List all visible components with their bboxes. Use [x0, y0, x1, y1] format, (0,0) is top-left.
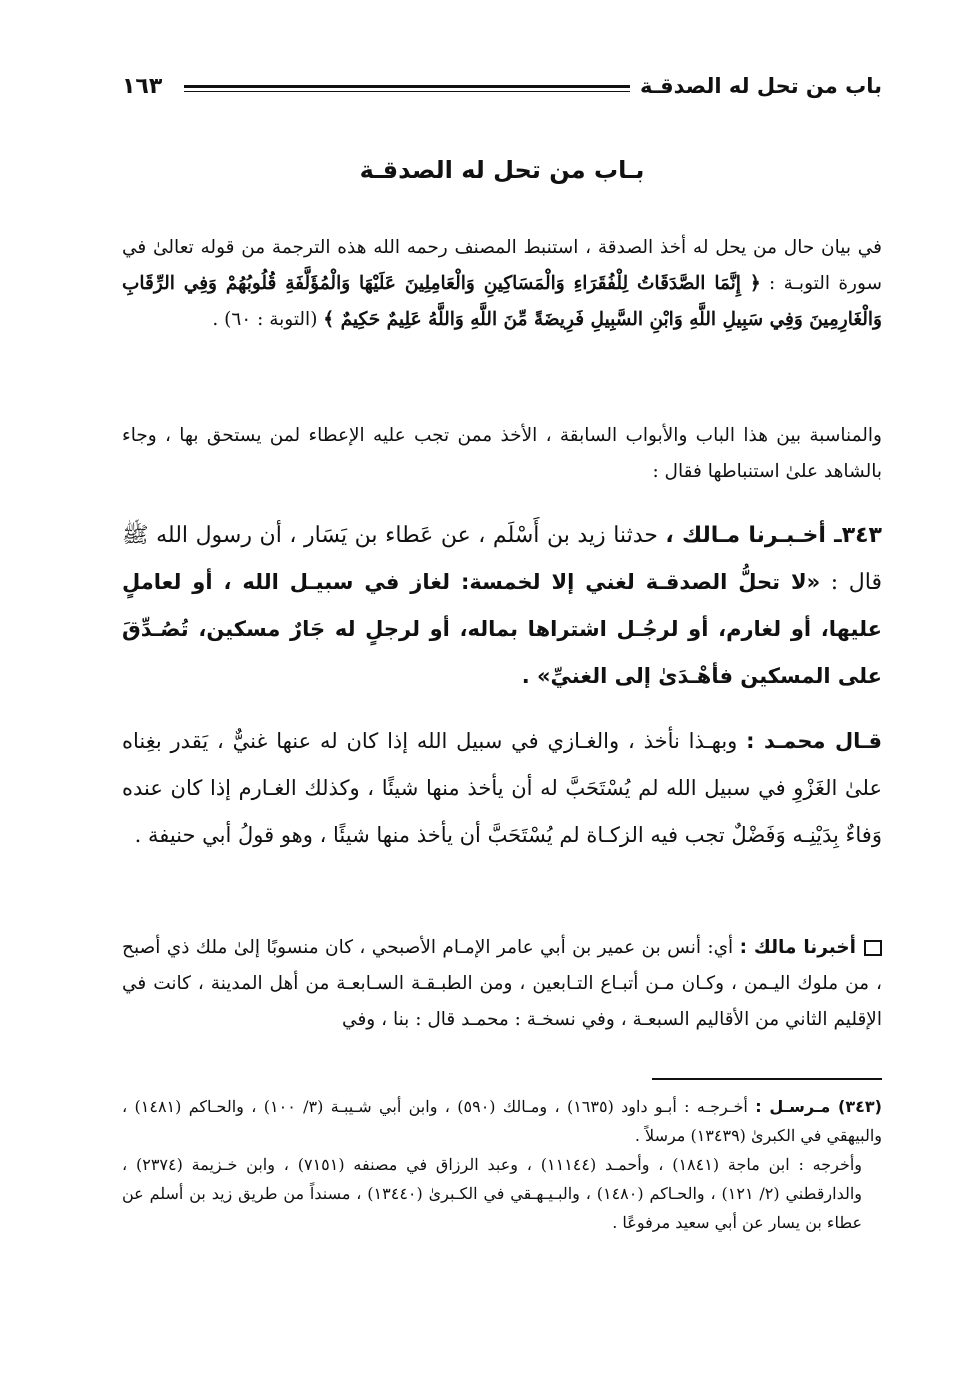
verse-reference: (التوبة : ٦٠) .: [212, 309, 324, 330]
hadith-matn: «لا تحلُّ الصدقـة لغني إلا لخمسة: لغاز في سبيـل الله ، أو لعاملٍ عليها، أو لغارم، أو لرجُـل اشتراها بماله، أو لرجلٍ له جَارٌ مسكين، تُصُـدِّقَ على المسكين فأهْـدَىٰ إلى الغنيِّ» .: [122, 570, 882, 688]
chapter-title: بـاب من تحل له الصدقـة: [359, 156, 645, 184]
intro-paragraph: [122, 230, 882, 338]
square-marker-icon: [864, 940, 882, 956]
hadith-number-narrator: ٣٤٣ـ أخـبـرنا مـالك ،: [665, 523, 882, 548]
author-comment-paragraph: [122, 718, 882, 859]
footnote-item: [122, 1150, 882, 1237]
page-header: [122, 70, 882, 110]
hadith-isnad: حدثنا زيد بن أَسْلَم ، عن عَطاء بن يَسَار ، أن رسول الله ﷺ قال :: [122, 523, 883, 595]
footnote-separator: [652, 1078, 882, 1080]
footnote-text: أخـرجـه : أبـو داود (١٦٣٥) ، ومـالك (٥٩٠) ، وابن أبي شـيبـة (٣/ ١٠٠) ، والحـاكم (١٤٨١) ، والبيهقي في الكبرىٰ (١٣٤٣٩) مرسلاً .: [122, 1097, 882, 1145]
comment-text: وبهـذا نأخذ ، والغـازي في سبيل الله إذا كان له عنها غنيٌّ ، يَقدر بغِناه علىٰ الغَزْوِ في سبيل الله لم يُسْتَحَبَّ له أن يأخذ منها شيئًا ، وكذلك الغـارم إذا كان عنده وَفاءٌ بِدَيْنِـه وَفَضْلٌ تجب فيه الزكـاة لم يُسْتَحَبَّ أن يأخذ منها شيئًا ، وهو قولُ أبي حنيفة .: [122, 729, 882, 847]
relevance-paragraph: والمناسبة بين هذا الباب والأبواب السابقة ، الأخذ ممن تجب عليه الإعطاء لمن يستحق بها ، وجاء بالشاهد علىٰ استنباطها فقال :: [122, 425, 882, 482]
quran-verse: ﴿ إِنَّمَا الصَّدَقَاتُ لِلْفُقَرَاءِ وَالْمَسَاكِينِ وَالْعَامِلِينَ عَلَيْهَا وَالْمُؤَلَّفَةِ قُلُوبُهُمْ وَفِي الرِّقَابِ وَالْغَارِمِينَ وَفِي سَبِيلِ اللَّهِ وَابْنِ السَّبِيلِ فَرِيضَةً مِّنَ اللَّهِ وَاللَّهُ عَلِيمٌ حَكِيمٌ ﴾: [122, 273, 882, 330]
commentary-text: أي: أنس بن عمير بن أبي عامر الإمـام الأصبحي ، كان منسوبًا إلىٰ ملك ذي أصبح ، من ملوك اليـمن ، وكـان مـن أتبـاع التـابعين ، ومن الطبـقـة السـابعـة من أهل المدينة ، كانت في الإقليم الثاني من الأقاليم السبعـة ، وفي نسخـة : محمـد قال : بنا ، وفي: [122, 937, 882, 1030]
intro-text: في بيان حال من يحل له أخذ الصدقة ، استنبط المصنف رحمه الله هذه الترجمة من قوله تعالىٰ في سورة التوبـة :: [122, 237, 882, 294]
page-number: ١٦٣: [122, 74, 163, 99]
commentary-paragraph: [122, 930, 882, 1038]
hadith-paragraph: [122, 512, 882, 700]
header-rule: [184, 85, 630, 92]
commentary-lemma: أخبرنا مالك :: [739, 937, 856, 958]
footnote-item: [122, 1092, 882, 1150]
footnote-text: وأخرجه : ابن ماجة (١٨٤١) ، وأحمـد (١١١٤٤) ، وعبد الرزاق في مصنفه (٧١٥١) ، وابن خـزيمة (٢٣٧٤) ، والدارقطني (٢/ ١٢١) ، والحـاكم (١٤٨٠) ، والبـيـهـقي في الكـبرىٰ (١٣٤٤٠) ، مسنداً من طريق زيد بن أسلم عن عطاء بن يسار عن أبي سعيد مرفوعًا .: [122, 1155, 863, 1232]
running-title: باب من تحل له الصدقـة: [640, 74, 882, 98]
footnotes: [122, 1092, 882, 1237]
comment-speaker: قـال محمـد :: [746, 729, 882, 753]
footnote-label: (٣٤٣) مـرسـل :: [755, 1097, 882, 1116]
